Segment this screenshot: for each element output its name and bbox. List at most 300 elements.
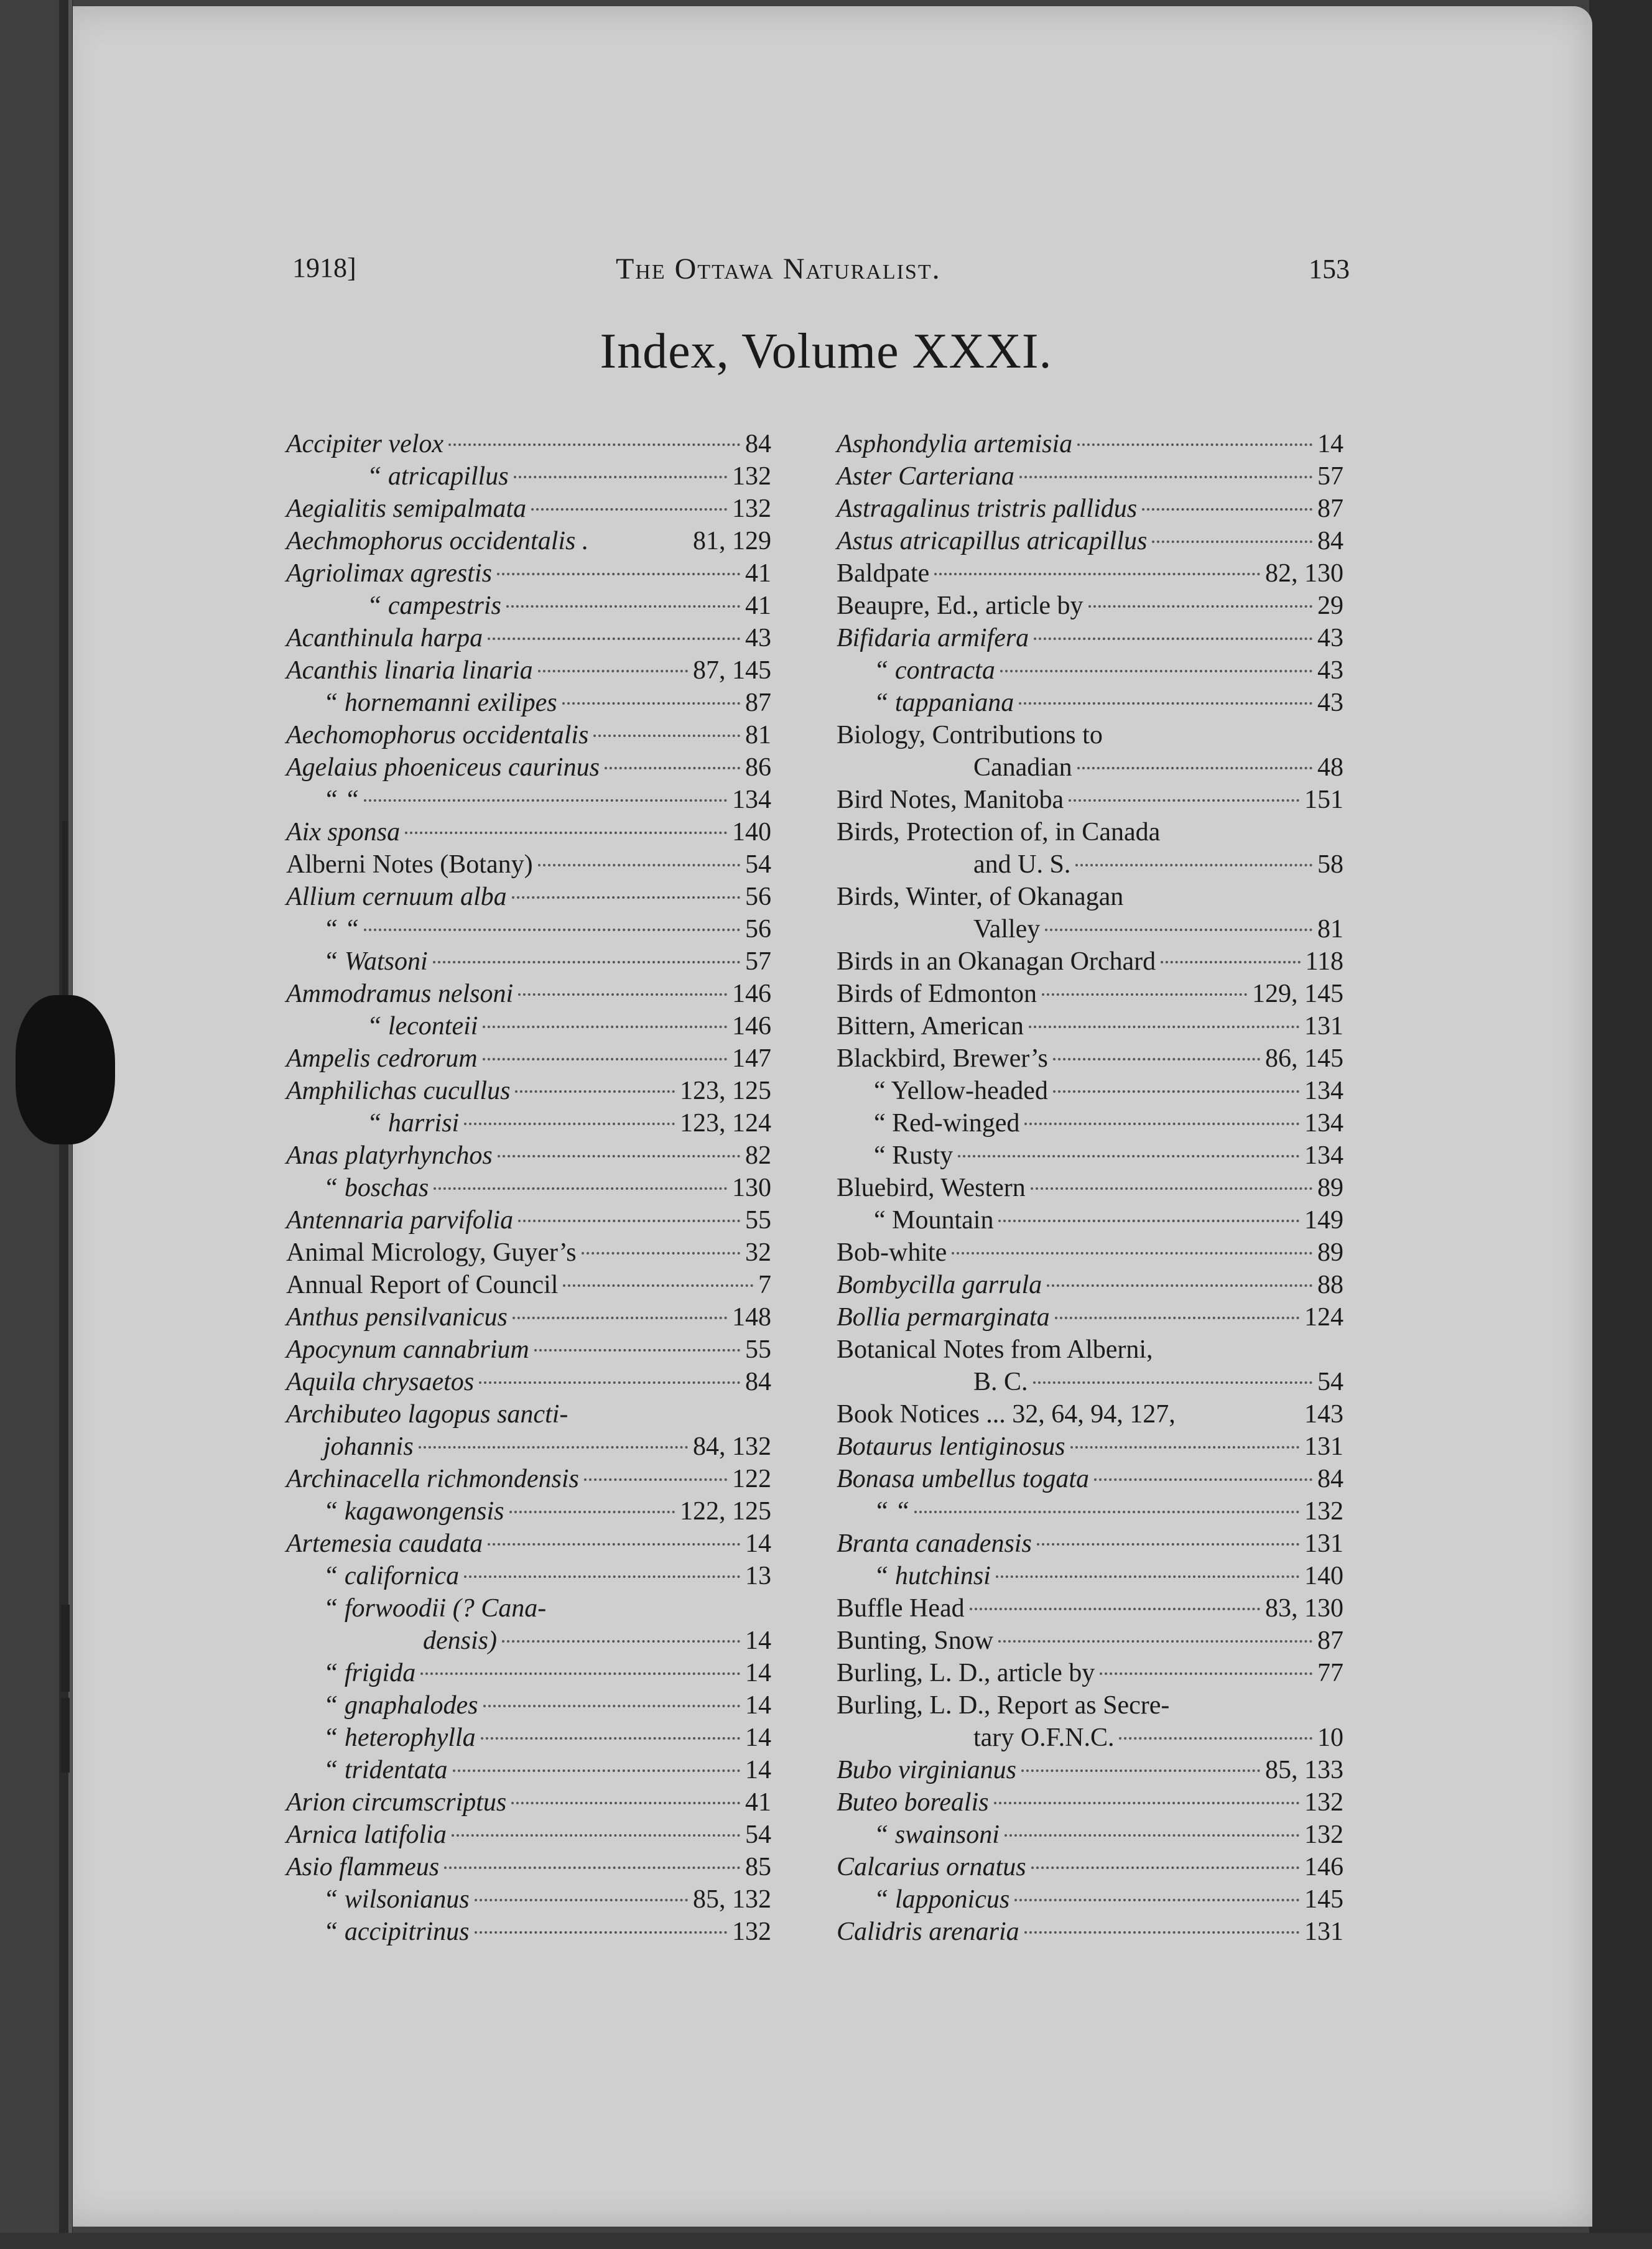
- index-entry-term: “ Rusty: [874, 1141, 954, 1170]
- index-entry-pages: 87: [745, 689, 771, 717]
- index-entry-pages: 123, 124: [680, 1109, 771, 1138]
- index-entry: [286, 1689, 771, 1722]
- index-entry-pages: 32: [745, 1238, 771, 1267]
- index-entry: [837, 1851, 1343, 1883]
- index-entry: [837, 848, 1343, 881]
- index-entry-pages: 140: [732, 818, 771, 846]
- index-entry-pages: 134: [1304, 1109, 1343, 1138]
- index-entry-term: “ gnaphalodes: [323, 1691, 478, 1720]
- index-entry: [286, 1204, 771, 1236]
- index-entry: [837, 1560, 1343, 1592]
- dot-leader: [914, 1511, 1299, 1513]
- index-entry-term: Aegialitis semipalmata: [286, 494, 527, 523]
- index-entry: [837, 1528, 1343, 1560]
- index-entry-term: Aix sponsa: [286, 818, 401, 846]
- index-entry-pages: 146: [732, 1012, 771, 1041]
- binding-scrap: [61, 1698, 70, 1773]
- dot-leader: [1077, 767, 1312, 769]
- index-entry-pages: 82, 130: [1265, 559, 1343, 588]
- dot-leader: [475, 1931, 727, 1934]
- index-entry-pages: 86, 145: [1265, 1044, 1343, 1073]
- index-entry-term: Anthus pensilvanicus: [286, 1303, 508, 1332]
- index-entry-pages: 29: [1317, 591, 1343, 620]
- dot-leader: [1033, 1381, 1312, 1384]
- index-entry: [837, 460, 1343, 493]
- index-entry: [837, 654, 1343, 687]
- index-entry: [837, 1431, 1343, 1463]
- dot-leader: [514, 476, 727, 478]
- index-entry-term: Artemesia caudata: [286, 1529, 483, 1558]
- index-entry-term: “ harrisi: [367, 1109, 460, 1138]
- index-entry-term: Book Notices ... 32, 64, 94, 127,: [837, 1400, 1176, 1429]
- index-entry-term: Astragalinus tristris pallidus: [837, 494, 1138, 523]
- index-entry-pages: 84: [1317, 1465, 1343, 1493]
- index-entry: [837, 493, 1343, 525]
- index-entry: [286, 784, 771, 816]
- dot-leader: [518, 993, 727, 996]
- dot-leader: [1031, 1866, 1299, 1869]
- index-entry-pages: 132: [732, 462, 771, 491]
- index-entry-term: Animal Micrology, Guyer’s: [286, 1238, 577, 1267]
- index-entry-pages: 77: [1317, 1659, 1343, 1687]
- index-entry-term: Bombycilla garrula: [837, 1271, 1042, 1299]
- dot-leader: [998, 1220, 1299, 1222]
- dot-leader: [1070, 1446, 1299, 1449]
- dot-leader: [1031, 1187, 1312, 1190]
- index-entry-term: “ Watsoni: [323, 947, 428, 976]
- index-entry-term: Calcarius ornatus: [837, 1853, 1026, 1881]
- index-entry-term: Bird Notes, Manitoba: [837, 786, 1064, 814]
- index-entry: [837, 945, 1343, 978]
- dot-leader: [1152, 540, 1312, 543]
- index-entry: [286, 493, 771, 525]
- index-entry: [286, 1916, 771, 1948]
- index-entry-pages: 85, 132: [693, 1885, 771, 1914]
- dot-leader: [934, 573, 1260, 575]
- index-entry-term: Beaupre, Ed., article by: [837, 591, 1084, 620]
- dot-leader: [502, 1640, 740, 1643]
- index-entry-term: “ boschas: [323, 1174, 429, 1202]
- dot-leader: [1019, 702, 1312, 705]
- index-entry-term: Birds, Protection of, in Canada: [837, 818, 1161, 846]
- index-entry-term: “ Yellow-headed: [874, 1077, 1048, 1105]
- index-entry: [286, 525, 771, 557]
- index-entry-term: Buffle Head: [837, 1594, 965, 1623]
- index-entry: [837, 428, 1343, 460]
- index-entry-term: Botaurus lentiginosus: [837, 1432, 1065, 1461]
- index-entry-pages: 132: [1304, 1788, 1343, 1817]
- index-entry-pages: 56: [745, 883, 771, 911]
- dot-leader: [531, 508, 727, 511]
- index-entry-pages: 147: [732, 1044, 771, 1073]
- index-entry: [286, 1139, 771, 1172]
- index-entry: [837, 1301, 1343, 1333]
- dot-leader: [1000, 670, 1312, 672]
- index-entry: [286, 1172, 771, 1204]
- index-entry: [286, 1819, 771, 1851]
- index-entry-pages: 55: [745, 1206, 771, 1235]
- index-entry-pages: 146: [1304, 1853, 1343, 1881]
- index-entry: [837, 1689, 1343, 1722]
- dot-leader: [464, 1575, 740, 1578]
- dot-leader: [488, 638, 740, 640]
- index-entry: [286, 1269, 771, 1301]
- header-journal-title: The Ottawa Naturalist.: [616, 253, 941, 285]
- index-entry-term: and U. S.: [973, 850, 1071, 879]
- dot-leader: [479, 1381, 740, 1384]
- index-entry: [286, 687, 771, 719]
- index-entry-term: Burling, L. D., Report as Secre-: [837, 1691, 1170, 1720]
- dot-leader: [994, 1802, 1299, 1804]
- index-entry-term: Baldpate: [837, 559, 930, 588]
- index-entry-term: Calidris arenaria: [837, 1917, 1019, 1946]
- index-entry-pages: 87: [1317, 1626, 1343, 1655]
- dot-leader: [1142, 508, 1312, 511]
- index-entry: [286, 1042, 771, 1075]
- index-entry: [837, 881, 1343, 913]
- dot-leader: [1055, 1317, 1299, 1319]
- index-entry: [286, 881, 771, 913]
- index-entry: [286, 590, 771, 622]
- index-entry: [837, 1139, 1343, 1172]
- dot-leader: [1014, 1899, 1299, 1901]
- dot-leader: [998, 1640, 1312, 1643]
- dot-leader: [1053, 1058, 1260, 1060]
- index-entry: [837, 1463, 1343, 1495]
- dot-leader: [511, 1802, 740, 1804]
- index-entry-pages: 84: [745, 1368, 771, 1396]
- index-entry-pages: 88: [1317, 1271, 1343, 1299]
- dot-leader: [497, 573, 740, 575]
- dot-leader: [605, 767, 740, 769]
- index-entry-pages: 151: [1304, 786, 1343, 814]
- index-entry-term: Burling, L. D., article by: [837, 1659, 1095, 1687]
- index-entry: [837, 1819, 1343, 1851]
- dot-leader: [1024, 1931, 1299, 1934]
- index-entry-term: Apocynum cannabrium: [286, 1335, 529, 1364]
- index-entry-term: “ wilsonianus: [323, 1885, 470, 1914]
- index-entry: [286, 1366, 771, 1398]
- index-entry: [837, 816, 1343, 848]
- index-entry-term: “ “: [323, 786, 360, 814]
- dot-leader: [1075, 864, 1312, 866]
- index-entry-term: Buteo borealis: [837, 1788, 989, 1817]
- index-entry-term: “ campestris: [367, 591, 501, 620]
- dot-leader: [506, 605, 740, 608]
- index-entry-term: Antennaria parvifolia: [286, 1206, 514, 1235]
- header-page-number: 153: [1309, 254, 1350, 284]
- index-entry-term: Bonasa umbellus togata: [837, 1465, 1089, 1493]
- index-entry-pages: 14: [745, 1691, 771, 1720]
- index-entry-pages: 84: [1317, 527, 1343, 555]
- index-entry-pages: 140: [1304, 1562, 1343, 1590]
- index-entry: [286, 1333, 771, 1366]
- dot-leader: [434, 1187, 727, 1190]
- index-entry-pages: 10: [1317, 1723, 1343, 1752]
- dot-leader: [488, 1543, 740, 1546]
- index-entry-pages: 123, 125: [680, 1077, 771, 1105]
- index-entry: [286, 1722, 771, 1754]
- index-entry-term: Aechomophorus occidentalis: [286, 721, 589, 749]
- index-entry-pages: 14: [745, 1626, 771, 1655]
- index-entry: [837, 1010, 1343, 1042]
- index-entry: [286, 751, 771, 784]
- index-entry: [837, 1042, 1343, 1075]
- index-entry: [837, 1883, 1343, 1916]
- index-entry-term: johannis: [323, 1432, 414, 1461]
- index-entry: [286, 428, 771, 460]
- index-entry: [286, 945, 771, 978]
- index-entry-pages: 143: [1304, 1400, 1343, 1429]
- index-entry: [286, 1592, 771, 1625]
- index-entry-pages: 43: [1317, 656, 1343, 685]
- index-entry-term: Ammodramus nelsoni: [286, 980, 514, 1008]
- index-entry-term: “ tappaniana: [874, 689, 1014, 717]
- dot-leader: [483, 1026, 727, 1028]
- index-entry-term: “ californica: [323, 1562, 460, 1590]
- page-edge-bottom: [0, 2233, 1652, 2249]
- index-entry: [837, 1625, 1343, 1657]
- dot-leader: [1029, 1026, 1299, 1028]
- dot-leader: [420, 1672, 740, 1675]
- index-entry-pages: 57: [1317, 462, 1343, 491]
- index-entry-pages: 85: [745, 1853, 771, 1881]
- index-entry-pages: 130: [732, 1174, 771, 1202]
- dot-leader: [512, 896, 740, 899]
- index-entry-term: Agelaius phoeniceus caurinus: [286, 753, 600, 782]
- dot-leader: [1161, 961, 1300, 963]
- index-entry-term: “ lapponicus: [874, 1885, 1010, 1914]
- index-entry: [286, 816, 771, 848]
- index-entry: [837, 1495, 1343, 1528]
- index-entry-term: Archibuteo lagopus sancti-: [286, 1400, 568, 1429]
- index-entry: [837, 1916, 1343, 1948]
- index-entry-pages: 14: [1317, 430, 1343, 458]
- dot-leader: [534, 1349, 740, 1352]
- index-entry-pages: 132: [732, 1917, 771, 1946]
- dot-leader: [1069, 799, 1299, 802]
- index-entry-term: “ atricapillus: [367, 462, 509, 491]
- index-entry-pages: 55: [745, 1335, 771, 1364]
- index-entry-term: Aster Carteriana: [837, 462, 1014, 491]
- index-entry-pages: 58: [1317, 850, 1343, 879]
- index-entry: [286, 557, 771, 590]
- index-entry: [837, 1592, 1343, 1625]
- index-entry: [837, 978, 1343, 1010]
- dot-leader: [1045, 929, 1312, 931]
- index-entry-term: Aechmophorus occidentalis .: [286, 527, 589, 555]
- index-entry: [286, 1495, 771, 1528]
- dot-leader: [483, 1705, 740, 1707]
- index-entry-pages: 43: [1317, 689, 1343, 717]
- index-entry-pages: 43: [745, 624, 771, 652]
- index-entry: [286, 1010, 771, 1042]
- index-entry-term: “ tridentata: [323, 1756, 448, 1784]
- index-entry-pages: 14: [745, 1723, 771, 1752]
- index-entry: [286, 1236, 771, 1269]
- index-entry-term: Annual Report of Council: [286, 1271, 559, 1299]
- index-entry-term: “ leconteii: [367, 1012, 478, 1041]
- dot-leader: [475, 1899, 688, 1901]
- index-entry-term: “ accipitrinus: [323, 1917, 470, 1946]
- dot-leader: [1119, 1737, 1312, 1740]
- dot-leader: [538, 670, 688, 672]
- index-entry-term: Asio flammeus: [286, 1853, 440, 1881]
- dot-leader: [515, 1090, 675, 1093]
- index-entry-term: “ Mountain: [874, 1206, 994, 1235]
- index-entry: [286, 719, 771, 751]
- index-entry: [837, 687, 1343, 719]
- index-entry-term: “ frigida: [323, 1659, 416, 1687]
- index-entry-pages: 81: [745, 721, 771, 749]
- dot-leader: [952, 1252, 1312, 1254]
- index-entry-pages: 13: [745, 1562, 771, 1590]
- dot-leader: [970, 1608, 1260, 1610]
- index-entry-term: Archinacella richmondensis: [286, 1465, 579, 1493]
- index-entry-term: Accipiter velox: [286, 430, 444, 458]
- index-entry: [837, 1236, 1343, 1269]
- index-entry-pages: 134: [1304, 1141, 1343, 1170]
- index-entry-pages: 14: [745, 1756, 771, 1784]
- index-entry: [286, 1463, 771, 1495]
- index-entry: [837, 751, 1343, 784]
- index-entry: [286, 1107, 771, 1139]
- index-entry-pages: 149: [1304, 1206, 1343, 1235]
- index-entry: [286, 1301, 771, 1333]
- dot-leader: [584, 1478, 727, 1481]
- index-entry-pages: 89: [1317, 1174, 1343, 1202]
- index-entry-pages: 85, 133: [1265, 1756, 1343, 1784]
- index-entry-pages: 131: [1304, 1917, 1343, 1946]
- index-entry-term: Birds in an Okanagan Orchard: [837, 947, 1156, 976]
- index-entry: [837, 1786, 1343, 1819]
- index-entry-pages: 132: [1304, 1820, 1343, 1849]
- index-entry-pages: 81, 129: [693, 527, 771, 555]
- dot-leader: [1021, 1769, 1260, 1772]
- dot-leader: [481, 1737, 740, 1740]
- index-entry: [286, 1398, 771, 1431]
- index-entry-term: Aquila chrysaetos: [286, 1368, 475, 1396]
- index-entry-pages: 48: [1317, 753, 1343, 782]
- index-entry-pages: 41: [745, 591, 771, 620]
- dot-leader: [518, 1220, 740, 1222]
- index-entry-pages: 87: [1317, 494, 1343, 523]
- index-entry-pages: 84: [745, 430, 771, 458]
- dot-leader: [1019, 476, 1312, 478]
- index-entry-term: Bob-white: [837, 1238, 947, 1267]
- index-entry-term: Canadian: [973, 753, 1072, 782]
- dot-leader: [1094, 1478, 1312, 1481]
- index-entry: [286, 1625, 771, 1657]
- index-entry: [286, 1657, 771, 1689]
- index-entry-term: Astus atricapillus atricapillus: [837, 527, 1148, 555]
- dot-leader: [1047, 1284, 1312, 1287]
- index-entry: [837, 913, 1343, 945]
- index-entry-term: Allium cernuum alba: [286, 883, 507, 911]
- index-entry-pages: 14: [745, 1659, 771, 1687]
- index-entry-pages: 122, 125: [680, 1497, 771, 1526]
- index-column-right: [837, 428, 1343, 1948]
- dot-leader: [1024, 1123, 1299, 1125]
- index-entry: [286, 978, 771, 1010]
- index-entry: [286, 1560, 771, 1592]
- dot-leader: [1005, 1834, 1299, 1837]
- index-entry: [837, 622, 1343, 654]
- dot-leader: [582, 1252, 740, 1254]
- index-entry-term: “ “: [874, 1497, 910, 1526]
- dot-leader: [1053, 1090, 1299, 1093]
- index-entry: [837, 1107, 1343, 1139]
- dot-leader: [1100, 1672, 1312, 1675]
- index-entry: [837, 590, 1343, 622]
- dot-leader: [562, 702, 740, 705]
- index-entry: [837, 784, 1343, 816]
- dot-leader: [453, 1769, 740, 1772]
- index-entry-pages: 57: [745, 947, 771, 976]
- index-entry-pages: 81: [1317, 915, 1343, 944]
- dot-leader: [563, 1284, 753, 1287]
- index-entry-term: Acanthis linaria linaria: [286, 656, 533, 685]
- dot-leader: [444, 1866, 740, 1869]
- index-entry: [286, 460, 771, 493]
- index-entry-pages: 131: [1304, 1432, 1343, 1461]
- index-entry-term: Anas platyrhynchos: [286, 1141, 493, 1170]
- index-title: Index, Volume XXXI.: [600, 324, 1052, 379]
- index-entry: [286, 1786, 771, 1819]
- index-entry-term: Bifidaria armifera: [837, 624, 1029, 652]
- index-entry-pages: 7: [758, 1271, 771, 1299]
- index-entry-pages: 134: [1304, 1077, 1343, 1105]
- dot-leader: [483, 1058, 727, 1060]
- index-entry-pages: 82: [745, 1141, 771, 1170]
- index-entry-pages: 131: [1304, 1529, 1343, 1558]
- index-entry-pages: 118: [1305, 947, 1343, 976]
- index-entry: [837, 1172, 1343, 1204]
- index-entry-term: “ kagawongensis: [323, 1497, 504, 1526]
- index-entry-pages: 54: [745, 1820, 771, 1849]
- index-entry: [837, 525, 1343, 557]
- index-entry-term: Arion circumscriptus: [286, 1788, 507, 1817]
- index-entry-pages: 89: [1317, 1238, 1343, 1267]
- index-entry-pages: 145: [1304, 1885, 1343, 1914]
- header-year: 1918]: [292, 253, 356, 283]
- index-entry: [837, 1366, 1343, 1398]
- index-entry-pages: 131: [1304, 1012, 1343, 1041]
- index-entry-term: Arnica latifolia: [286, 1820, 447, 1849]
- index-entry-term: “ hornemanni exilipes: [323, 689, 557, 717]
- dot-leader: [538, 864, 740, 866]
- index-column-left: [286, 428, 771, 1948]
- index-entry-term: “ “: [323, 915, 360, 944]
- index-entry-pages: 84, 132: [693, 1432, 771, 1461]
- dot-leader: [419, 1446, 688, 1449]
- dot-leader: [996, 1575, 1299, 1578]
- index-entry-pages: 148: [732, 1303, 771, 1332]
- index-entry: [286, 913, 771, 945]
- bookmark-cord: [62, 821, 67, 1020]
- index-entry-term: “ Red-winged: [874, 1109, 1020, 1138]
- dot-leader: [1042, 993, 1247, 996]
- index-entry-term: Blackbird, Brewer’s: [837, 1044, 1048, 1073]
- dot-leader: [452, 1834, 740, 1837]
- dot-leader: [464, 1123, 675, 1125]
- index-entry: [286, 1431, 771, 1463]
- index-entry-pages: 54: [1317, 1368, 1343, 1396]
- index-entry-pages: 14: [745, 1529, 771, 1558]
- dot-leader: [509, 1511, 675, 1513]
- index-entry: [286, 1883, 771, 1916]
- index-entry-term: Biology, Contributions to: [837, 721, 1103, 749]
